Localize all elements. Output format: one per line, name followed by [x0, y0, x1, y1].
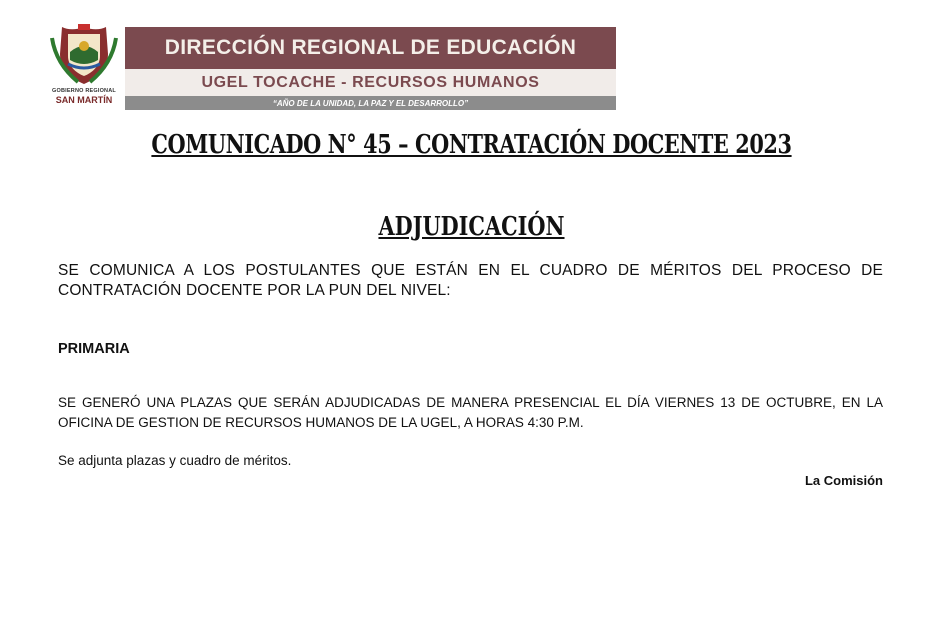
intro-paragraph: SE COMUNICA A LOS POSTULANTES QUE ESTÁN EN EL CUADRO DE MÉRITOS DEL PROCESO DE CONTRATACIÓN DOCENTE POR LA PUN DEL NIVEL: — [58, 262, 883, 299]
banner-top-band — [125, 27, 616, 69]
education-level: PRIMARIA — [58, 341, 130, 357]
coat-of-arms-icon — [48, 24, 120, 86]
signature: La Comisión — [804, 473, 883, 488]
regional-government-logo — [48, 24, 120, 110]
institution-banner — [125, 27, 616, 110]
direccion-heading: DIRECCIÓN REGIONAL DE EDUCACIÓN — [164, 36, 577, 59]
banner-bottom-band — [125, 96, 616, 110]
attachment-note: Se adjunta plazas y cuadro de méritos. — [58, 453, 292, 468]
document-title: COMUNICADO N° 45 – CONTRATACIÓN DOCENTE 2023 — [151, 130, 792, 160]
year-motto: “AÑO DE LA UNIDAD, LA PAZ Y EL DESARROLLO” — [272, 98, 469, 108]
ugel-heading: UGEL TOCACHE - RECURSOS HUMANOS — [201, 73, 540, 91]
logo-caption-bottom: SAN MARTÍN — [55, 95, 113, 105]
document-subtitle: ADJUDICACIÓN — [378, 212, 565, 242]
logo-caption-top: GOBIERNO REGIONAL — [52, 88, 116, 94]
body-paragraph: SE GENERÓ UNA PLAZAS QUE SERÁN ADJUDICADAS DE MANERA PRESENCIAL EL DÍA VIERNES 13 DE OCTUBRE, EN LA OFICINA DE GESTION DE RECURSOS HUMANOS DE LA UGEL, A HORAS 4:30 P.M. — [58, 395, 883, 430]
banner-middle-band — [125, 69, 616, 96]
